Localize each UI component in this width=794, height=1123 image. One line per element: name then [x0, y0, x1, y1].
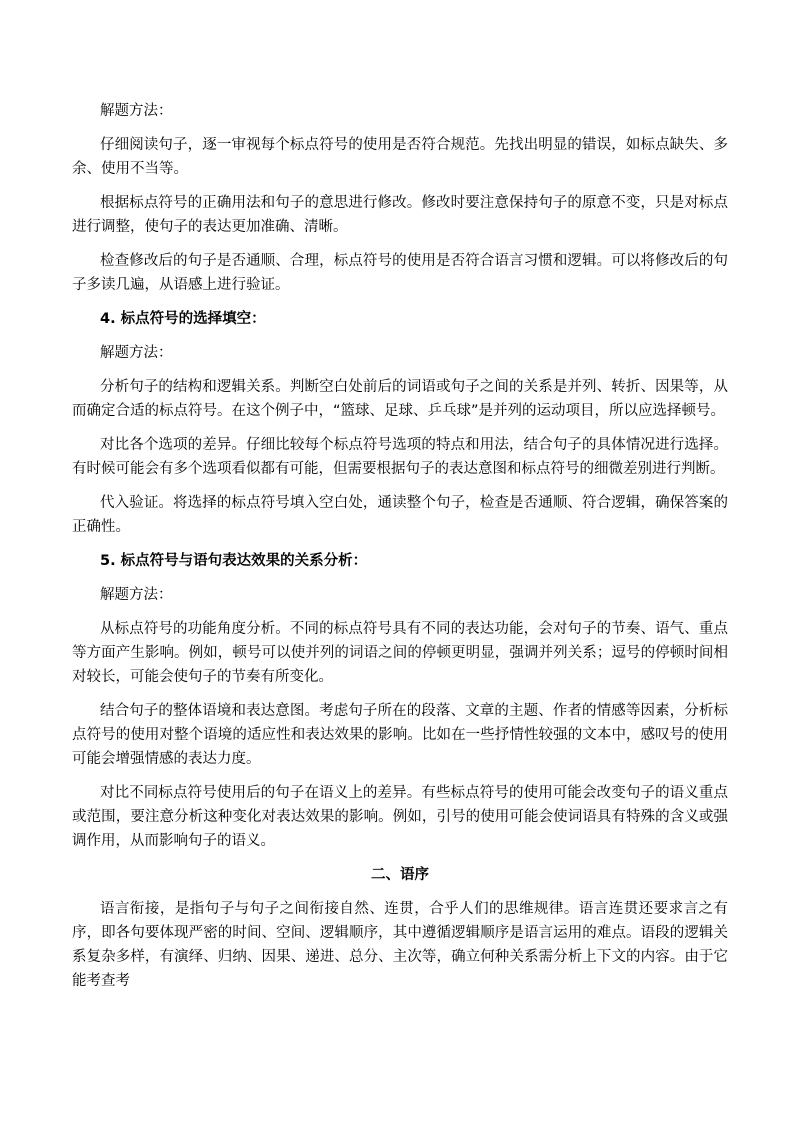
- paragraph: 从标点符号的功能角度分析。不同的标点符号具有不同的表达功能，会对句子的节奏、语气、重点等方面产生影响。例如，顿号可以使并列的词语之间的停顿更明显，强调并列关系；逗号的停顿时间相对较长，可能会使句子的节奏有所变化。: [72, 621, 728, 685]
- method-label: 解题方法：: [100, 103, 173, 119]
- section-heading: 5. 标点符号与语句表达效果的关系分析：: [100, 553, 368, 569]
- paragraph: 结合句子的整体语境和表达意图。考虑句子所在的段落、文章的主题、作者的情感等因素，分析标点符号的使用对整个语境的适应性和表达效果的影响。比如在一些抒情性较强的文本中，感叹号的使用可能会增强情感的表达力度。: [72, 703, 728, 767]
- paragraph: 代入验证。将选择的标点符号填入空白处，通读整个句子，检查是否通顺、符合逻辑，确保答案的正确性。: [72, 495, 728, 535]
- method-label: 解题方法：: [100, 345, 173, 361]
- paragraph: 分析句子的结构和逻辑关系。判断空白处前后的词语或句子之间的关系是并列、转折、因果等，从而确定合适的标点符号。在这个例子中，“篮球、足球、乒乓球”是并列的运动项目，所以应选择顿号。: [72, 379, 728, 419]
- paragraph: 语言衔接，是指句子与句子之间衔接自然、连贯，合乎人们的思维规律。语言连贯还要求言之有序，即各句要体现严密的时间、空间、逻辑顺序，其中遵循逻辑顺序是语言运用的难点。语段的逻辑关系复杂多样，有演绎、归纳、因果、递进、总分、主次等，确立何种关系需分析上下文的内容。由于它能考查考: [72, 901, 728, 989]
- paragraph: 根据标点符号的正确用法和句子的意思进行修改。修改时要注意保持句子的原意不变，只是对标点进行调整，使句子的表达更加准确、清晰。: [72, 195, 728, 235]
- section-heading: 4. 标点符号的选择填空：: [100, 311, 266, 327]
- chapter-heading: 二、语序: [371, 867, 429, 883]
- document-body: [72, 99, 728, 1003]
- paragraph: 检查修改后的句子是否通顺、合理，标点符号的使用是否符合语言习惯和逻辑。可以将修改后的句子多读几遍，从语感上进行验证。: [72, 253, 728, 293]
- paragraph: 对比各个选项的差异。仔细比较每个标点符号选项的特点和用法，结合句子的具体情况进行选择。有时候可能会有多个选项看似都有可能，但需要根据句子的表达意图和标点符号的细微差别进行判断。: [72, 437, 728, 477]
- paragraph: 对比不同标点符号使用后的句子在语义上的差异。有些标点符号的使用可能会改变句子的语义重点或范围，要注意分析这种变化对表达效果的影响。例如，引号的使用可能会使词语具有特殊的含义或强调作用，从而影响句子的语义。: [72, 785, 728, 849]
- method-label: 解题方法：: [100, 587, 173, 603]
- paragraph: 仔细阅读句子，逐一审视每个标点符号的使用是否符合规范。先找出明显的错误，如标点缺失、多余、使用不当等。: [72, 137, 728, 177]
